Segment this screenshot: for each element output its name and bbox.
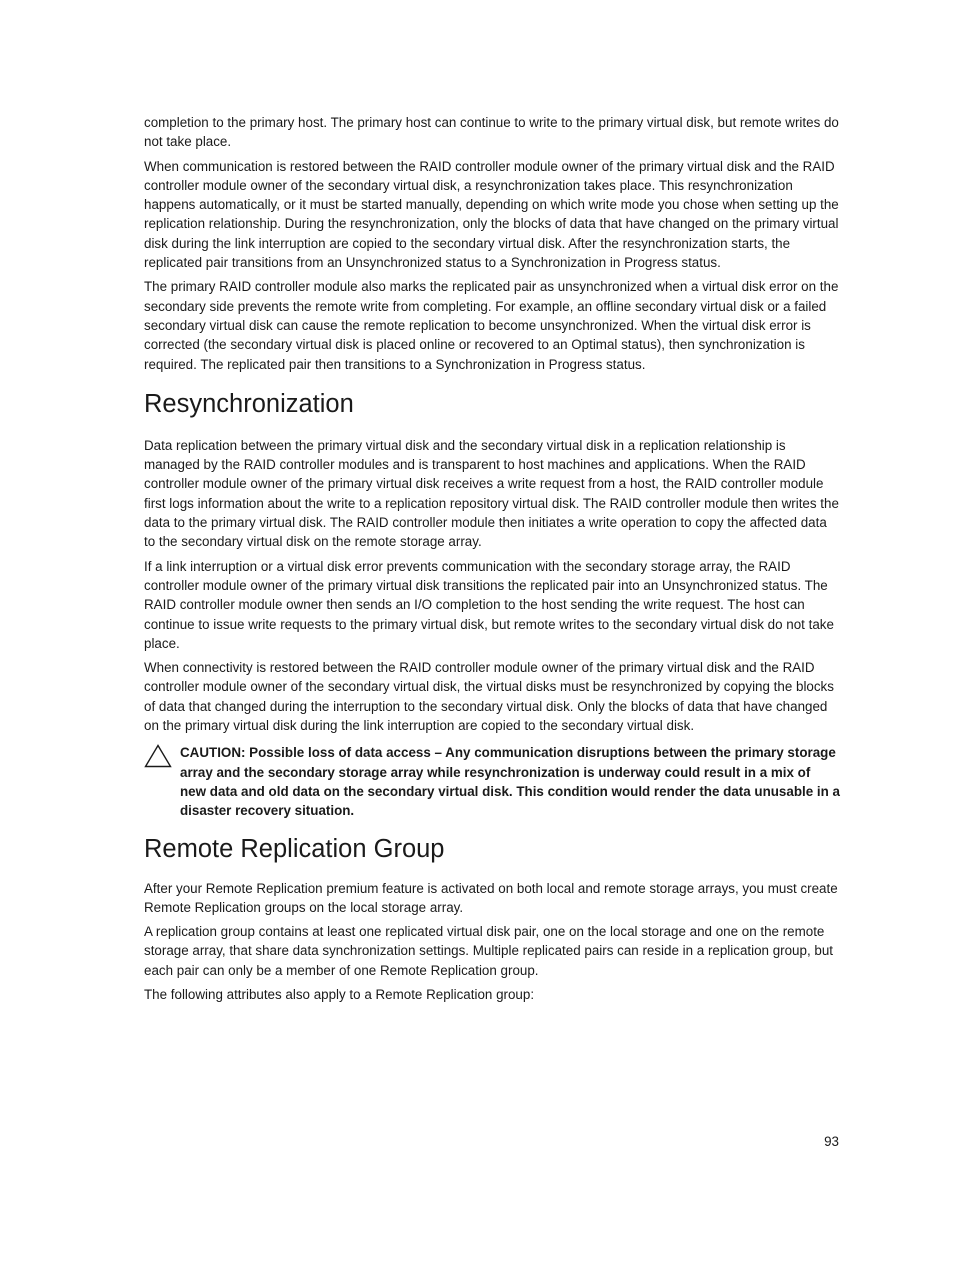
page-content [144,113,840,1009]
caution-triangle-icon [144,744,172,768]
intro-paragraph-3: The primary RAID controller module also marks the replicated pair as unsynchronized when a virtual disk error on the secondary side prevents the remote write from completing. For example, an offline secondary virtual disk or a failed secondary virtual disk can cause the remote replication to become unsynchronized. When the virtual disk error is corrected (the secondary virtual disk is placed online or recovered to an Optimal status), then synchronization is required. The replicated pair then transitions to a Synchronization in Progress status. [144,279,839,372]
caution-text: CAUTION: Possible loss of data access – Any communication disruptions between the primary storage array and the secondary storage array while resynchronization is underway could result in a mix of new data and old data on the secondary virtual disk. This condition would render the data unusable in a disaster recovery situation. [180,745,840,819]
page-number: 93 [824,1134,839,1149]
caution-note [144,743,840,820]
resynchronization-heading: Resynchronization [144,389,354,418]
intro-paragraph-2: When communication is restored between the RAID controller module owner of the primary virtual disk and the RAID controller module owner of the secondary virtual disk, a resynchronization takes place. This resynchronization happens automatically, or it must be started manually, depending on which write mode you chose when setting up the replication relationship. During the resynchronization, only the blocks of data that have changed on the primary virtual disk during the link interruption are copied to the secondary virtual disk. After the resynchronization starts, the replicated pair transitions from an Unsynchronized status to a Synchronization in Progress status. [144,158,839,271]
resync-paragraph-3: When connectivity is restored between the RAID controller module owner of the primary virtual disk and the RAID controller module owner of the secondary virtual disk, the virtual disks must be resynchronized by copying the blocks of data that changed during the interruption to the secondary virtual disk. Only the blocks of data that have changed on the primary virtual disk during the link interruption are copied to the secondary virtual disk. [144,660,834,734]
rrg-paragraph-1: After your Remote Replication premium feature is activated on both local and remote storage arrays, you must create Remote Replication groups on the local storage array. [144,880,838,915]
resync-paragraph-2: If a link interruption or a virtual disk error prevents communication with the secondary storage array, the RAID controller module owner of the primary virtual disk transitions the replicated pair into an Unsynchronized status. The RAID controller module owner then sends an I/O completion to the host sending the write request. The host can continue to issue write requests to the primary virtual disk, but remote writes to the secondary virtual disk do not take place. [144,558,834,651]
intro-paragraph-1: completion to the primary host. The primary host can continue to write to the primary virtual disk, but remote writes do not take place. [144,115,839,150]
resync-paragraph-1: Data replication between the primary virtual disk and the secondary virtual disk in a replication relationship is managed by the RAID controller modules and is transparent to host machines and applications. When the RAID controller module owner of the primary virtual disk receives a write request from a host, the RAID controller module first logs information about the write to a replication repository virtual disk. The RAID controller module then writes the data to the primary virtual disk. The RAID controller module then initiates a write operation to copy the affected data to the secondary virtual disk on the remote storage array. [144,437,839,550]
rrg-paragraph-2: A replication group contains at least one replicated virtual disk pair, one on the local storage and one on the remote storage array, that share data synchronization settings. Multiple replicated pairs can reside in a replication group, but each pair can only be a member of one Remote Replication group. [144,924,834,978]
remote-replication-group-heading: Remote Replication Group [144,834,445,863]
rrg-paragraph-3: The following attributes also apply to a Remote Replication group: [144,986,535,1002]
